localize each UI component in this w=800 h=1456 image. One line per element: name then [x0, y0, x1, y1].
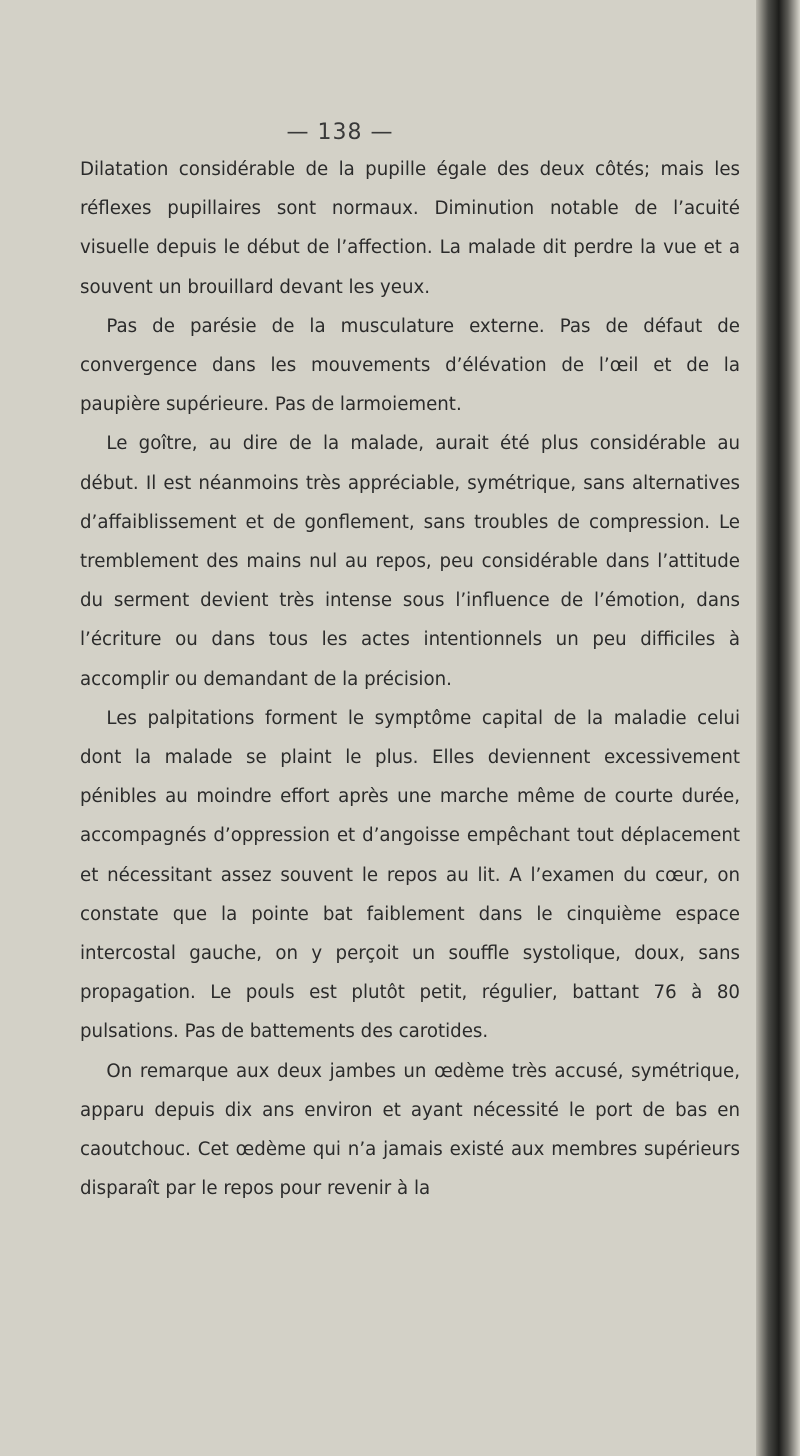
- paragraph-3: Le goître, au dire de la malade, aurait été plus considérable au début. Il est néanmoins très appréciable, symétrique, sans alternatives d’affaiblissement et de gonflement, sans troubles de compression. Le tremblement des mains nul au repos, peu considérable dans l’attitude du serment devient très intense sous l’influence de l’émotion, dans l’écriture ou dans tous les actes intentionnels un peu difficiles à accomplir ou demandant de la précision.: [80, 433, 740, 690]
- book-binding-edge: [756, 0, 800, 1456]
- paragraph-1: Dilatation considérable de la pupille égale des deux côtés; mais les réflexes pupillaires sont normaux. Diminution notable de l’acuité visuelle depuis le début de l’affection. La malade dit perdre la vue et a souvent un brouillard devant les yeux.: [80, 159, 740, 298]
- paragraph-5: On remarque aux deux jambes un œdème très accusé, symétrique, apparu depuis dix ans environ et ayant nécessité le port de bas en caoutchouc. Cet œdème qui n’a jamais existé aux membres supérieurs disparaît par le repos pour revenir à la: [80, 1060, 740, 1200]
- paragraph-4: Les palpitations forment le symptôme capital de la maladie celui dont la malade se plaint le plus. Elles deviennent excessivement pénibles au moindre effort après une marche même de courte durée, accompagnés d’oppression et d’angoisse empêchant tout déplacement et nécessitant assez souvent le repos au lit. A l’examen du cœur, on constate que la pointe bat faiblement dans le cinquième espace intercostal gauche, on y perçoit un souffle systolique, doux, sans propagation. Le pouls est plutôt petit, régulier, battant 76 à 80 pulsations. Pas de battements des carotides.: [80, 707, 740, 1043]
- paragraph-2: Pas de parésie de la musculature externe. Pas de défaut de convergence dans les mouvements d’élévation de l’œil et de la paupière supérieure. Pas de larmoiement.: [80, 315, 740, 416]
- page-number: — 138 —: [286, 120, 394, 145]
- body-text: [80, 150, 740, 1208]
